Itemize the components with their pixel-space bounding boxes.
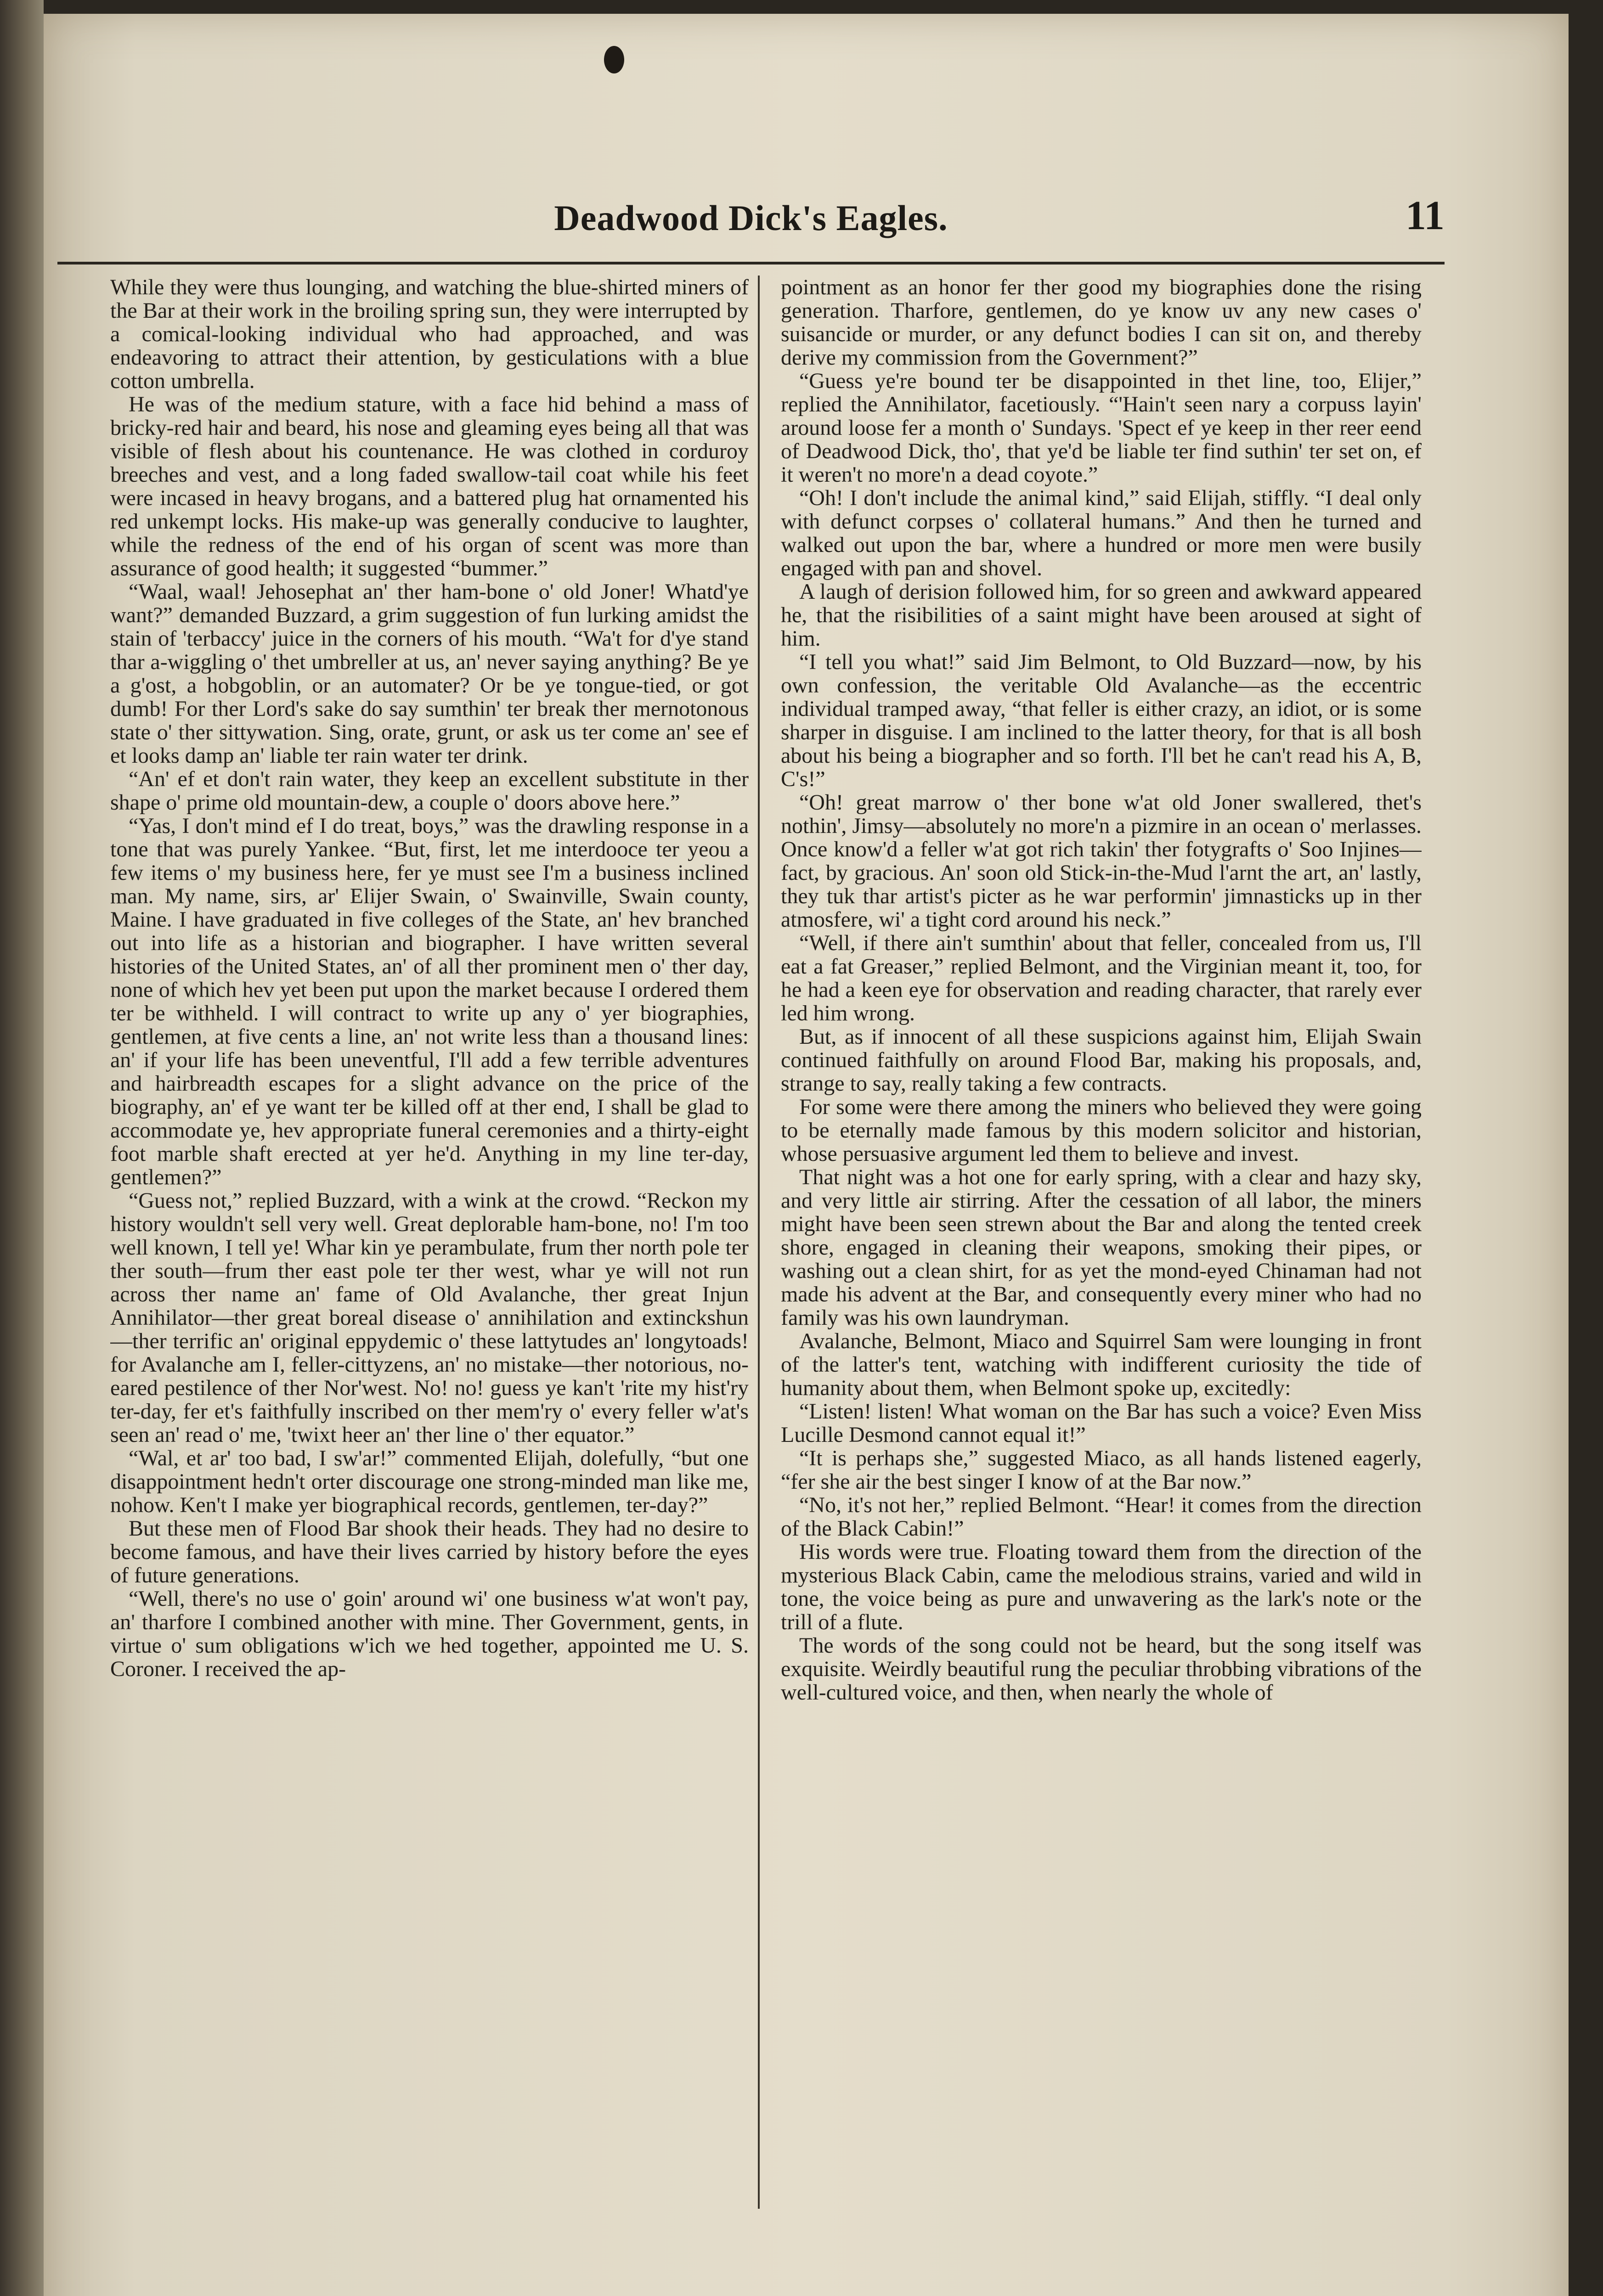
paragraph: Avalanche, Belmont, Miaco and Squirrel Sam were lounging in front of the latter's tent, watching with indifferent curiosity the tide of humanity about them, when Belmont spoke up, excitedly: xyxy=(781,1329,1422,1400)
paragraph: “It is perhaps she,” suggested Miaco, as all hands listened eagerly, “fer she air the best singer I know of at the Bar now.” xyxy=(781,1446,1422,1494)
right-column xyxy=(781,276,1422,2209)
paragraph: pointment as an honor fer ther good my biographies done the rising generation. Tharfore, gentlemen, do ye know uv any new cases o' suisancide or murder, or any defunct bodies I can sit on, and thereby derive my commission from the Government?” xyxy=(781,276,1422,370)
running-title: Deadwood Dick's Eagles. xyxy=(554,198,948,238)
header-rule xyxy=(57,262,1445,264)
paragraph: He was of the medium stature, with a face hid behind a mass of bricky-red hair and beard, his nose and gleaming eyes being all that was visible of flesh about his countenance. He was clothed in corduroy breeches and vest, and a long faded swallow-tail coat while his feet were incased in heavy brogans, and a battered plug hat ornamented his red unkempt locks. His make-up was generally conducive to laughter, while the redness of the end of his organ of scent was more than assurance of good health; it suggested “bummer.” xyxy=(110,392,749,580)
paragraph: “Oh! I don't include the animal kind,” said Elijah, stiffly. “I deal only with defunct corpses o' collateral humans.” And then he turned and walked out upon the bar, where a hundred or more men were busily engaged with pan and shovel. xyxy=(781,486,1422,580)
paragraph: “I tell you what!” said Jim Belmont, to Old Buzzard—now, by his own confession, the veritable Old Avalanche—as the eccentric individual tramped away, “that feller is either crazy, an idiot, or is some sharper in disguise. I am inclined to the latter theory, for that is all bosh about his being a biographer and so forth. I'll bet he can't read his A, B, C's!” xyxy=(781,650,1422,791)
paragraph: But, as if innocent of all these suspicions against him, Elijah Swain continued faithfully on around Flood Bar, making his proposals, and, strange to say, really taking a few contracts. xyxy=(781,1024,1422,1096)
paragraph: While they were thus lounging, and watching the blue-shirted miners of the Bar at their work in the broiling spring sun, they were interrupted by a comical-looking individual who had approached, and was endeavoring to attract their attention, by gesticulations with a blue cotton umbrella. xyxy=(110,276,749,393)
paragraph: A laugh of derision followed him, for so green and awkward appeared he, that the risibilities of a saint might have been aroused at sight of him. xyxy=(781,580,1422,651)
paragraph: “Oh! great marrow o' ther bone w'at old Joner swallered, thet's nothin', Jimsy—absolutely no more'n a pizmire in an ocean o' merlasses. Once know'd a feller w'at got rich takin' ther fotygrafts o' Soo Injines—fact, by gracious. An' soon old Stick-in-the-Mud l'arnt the art, an' lastly, they tuk thar artist's picter as he war performin' jimnasticks up in ther atmosfere, wi' a tight cord around his neck.” xyxy=(781,790,1422,932)
page-header xyxy=(57,188,1445,257)
page-blemish xyxy=(604,46,624,73)
paragraph: “Yas, I don't mind ef I do treat, boys,” was the drawling response in a tone that was purely Yankee. “But, first, let me interdooce ter yeou a few items o' my business here, fer ye must see I'm a business inclined man. My name, sirs, ar' Elijer Swain, o' Swainville, Swain county, Maine. I have graduated in five colleges of the State, an' hev branched out into life as a historian and biographer. I have written several histories of the United States, an' of all ther prominent men o' ther day, none of which hev yet been put upon the market because I ordered them ter be withheld. I will contract to write up any o' yer biographies, gentlemen, at five cents a line, an' not write less than a thousand lines: an' if your life has been uneventful, I'll add a few terrible adventures and hairbreadth escapes for a slight advance on the price of the biography, an' ef ye want ter be killed off at ther end, I shall be glad to accommodate ye, hev appropriate funeral ceremonies and a thirty-eight foot marble shaft erected at yer he'd. Anything in my line ter-day, gentlemen?” xyxy=(110,814,749,1189)
paragraph: “Guess not,” replied Buzzard, with a wink at the crowd. “Reckon my history wouldn't sell very well. Great deplorable ham-bone, no! I'm too well known, I tell ye! Whar kin ye perambulate, frum ther north pole ter ther south—frum ther east pole ter ther west, whar ye will not run across ther name an' fame of Old Avalanche, ther great Injun Annihilator—ther great boreal disease o' annihilation and extinckshun—ther terrific an' original eppydemic o' these lattytudes an' longytoads! for Avalanche am I, feller-cittyzens, an' no mistake—ther notorious, no-eared pestilence of ther Nor'west. No! no! guess ye kan't 'rite my hist'ry ter-day, fer et's faithfully inscribed on ther mem'ry o' every feller w'at's seen an' read o' me, 'twixt heer an' ther line o' ther equator.” xyxy=(110,1188,749,1447)
paragraph: “Listen! listen! What woman on the Bar has such a voice? Even Miss Lucille Desmond cannot equal it!” xyxy=(781,1399,1422,1447)
page-number: 11 xyxy=(1405,193,1445,238)
paragraph: “Wal, et ar' too bad, I sw'ar!” commented Elijah, dolefully, “but one disappointment hedn't orter discourage one strong-minded man like me, nohow. Ken't I make yer biographical records, gentlemen, ter-day?” xyxy=(110,1446,749,1517)
left-column xyxy=(110,276,749,2209)
paragraph: “Well, there's no use o' goin' around wi' one business w'at won't pay, an' tharfore I combined another with mine. Ther Government, gents, in virtue o' sum obligations w'ich we hed together, appointed me U. S. Coroner. I received the ap- xyxy=(110,1587,749,1681)
paragraph: His words were true. Floating toward them from the direction of the mysterious Black Cabin, came the melodious strains, varied and wild in tone, the voice being as pure and unwavering as the lark's note or the trill of a flute. xyxy=(781,1540,1422,1634)
paragraph: “No, it's not her,” replied Belmont. “Hear! it comes from the direction of the Black Cabin!” xyxy=(781,1493,1422,1541)
paragraph: But these men of Flood Bar shook their heads. They had no desire to become famous, and have their lives carried by history before the eyes of future generations. xyxy=(110,1516,749,1587)
column-divider xyxy=(758,276,760,2209)
paragraph: The words of the song could not be heard, but the song itself was exquisite. Weirdly beautiful rung the peculiar throbbing vibrations of the well-cultured voice, and then, when nearly the whole of xyxy=(781,1633,1422,1705)
paragraph: “An' ef et don't rain water, they keep an excellent substitute in ther shape o' prime old mountain-dew, a couple o' doors above here.” xyxy=(110,767,749,815)
paragraph: That night was a hot one for early spring, with a clear and hazy sky, and very little air stirring. After the cessation of all labor, the miners might have been seen strewn about the Bar and along the tented creek shore, engaged in cleaning their weapons, smoking their pipes, or washing out a clean shirt, for as yet the mond-eyed Chinaman had not made his advent at the Bar, and consequently every miner who had no family was his own laundryman. xyxy=(781,1165,1422,1330)
paragraph: For some were there among the miners who believed they were going to be eternally made famous by this modern solicitor and historian, whose persuasive argument led them to believe and invest. xyxy=(781,1095,1422,1166)
binding-edge xyxy=(0,0,44,2296)
paragraph: “Waal, waal! Jehosephat an' ther ham-bone o' old Joner! Whatd'ye want?” demanded Buzzard, a grim suggestion of fun lurking amidst the stain of 'terbaccy' juice in the corners of his mouth. “Wa't for d'ye stand thar a-wiggling o' thet umbreller at us, an' never saying anything? Be ye a g'ost, a hobgoblin, or an automater? Or be ye tongue-tied, or got dumb! For ther Lord's sake do say sumthin' ter break ther mernotonous state o' ther sittywation. Sing, orate, grunt, or ask us ter come an' see ef et looks damp an' liable ter rain water ter drink. xyxy=(110,580,749,768)
paragraph: “Well, if there ain't sumthin' about that feller, concealed from us, I'll eat a fat Greaser,” replied Belmont, and the Virginian meant it, too, for he had a keen eye for observation and reading character, that rarely ever led him wrong. xyxy=(781,931,1422,1025)
paragraph: “Guess ye're bound ter be disappointed in thet line, too, Elijer,” replied the Annihilator, facetiously. “'Hain't seen nary a corpuss layin' around loose fer a month o' Sundays. 'Spect ef ye keep in ther reer eend of Deadwood Dick, tho', that ye'd be liable ter find suthin' ter set on, ef it weren't no more'n a dead coyote.” xyxy=(781,369,1422,487)
